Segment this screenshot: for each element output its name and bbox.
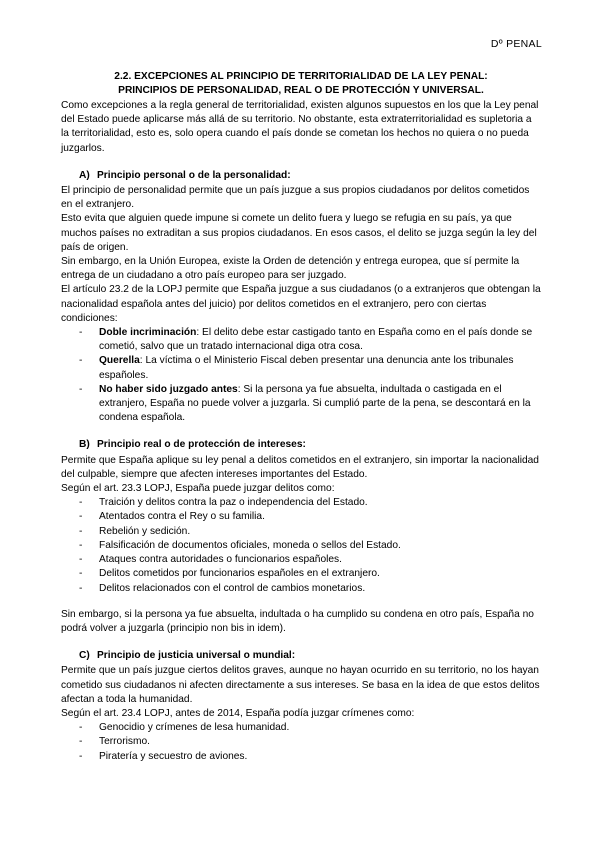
list-dash: - [79,750,83,762]
list-item [61,496,541,510]
list-item-text: Rebelión y sedición. [99,525,191,537]
section-b-title: Principio real o de protección de intereses: [97,439,306,451]
section-c-letter: C) [79,650,90,662]
list-dash: - [79,511,83,523]
list-item-text: Delitos cometidos por funcionarios españoles en el extranjero. [99,568,380,580]
section-b-heading [61,438,541,452]
condition-term: No haber sido juzgado antes [99,383,238,395]
list-item [61,525,541,539]
list-dash: - [79,722,83,734]
list-dash: - [79,539,83,551]
list-item-text: Genocidio y crímenes de lesa humanidad. [99,722,290,734]
section-a-paragraph-1: El principio de personalidad permite que un país juzgue a sus propios ciudadanos por delitos cometidos en el extranjero. [61,185,530,211]
list-item-text: Atentados contra el Rey o su familia. [99,511,265,523]
conditions-list [61,326,541,425]
title-line-1: 2.2. EXCEPCIONES AL PRINCIPIO DE TERRITORIALIDAD DE LA LEY PENAL: [114,71,488,82]
list-dash: - [79,525,83,537]
section-b-paragraph-1: Permite que España aplique su ley penal a delitos cometidos en el extranjero, sin importar la nacionalidad del culpable, siempre que afecten intereses importantes del Estado. [61,454,539,480]
section-c-paragraph-2: Según el art. 23.4 LOPJ, antes de 2014, España podía juzgar crímenes como: [61,707,415,719]
list-item [61,510,541,524]
section-c-title: Principio de justicia universal o mundial: [97,650,296,662]
condition-text: : El delito debe estar castigado tanto en España como en el país donde se cometió, salvo que un tratado internacional diga otra cosa. [99,327,533,353]
section-b-paragraph-3: Sin embargo, si la persona ya fue absuelta, indultada o ha cumplido su condena en otro país, España no podrá volver a juzgarla (principio non bis in idem). [61,608,534,634]
section-a-heading [61,169,541,183]
list-dash: - [79,568,83,580]
list-item [61,539,541,553]
course-header: Dº PENAL [490,38,542,50]
list-dash: - [79,327,83,339]
list-item [61,383,541,426]
section-b-letter: B) [79,439,90,451]
list-item-text: Ataques contra autoridades o funcionarios españoles. [99,554,342,566]
document-body [61,70,541,764]
title-line-2: PRINCIPIOS DE PERSONALIDAD, REAL O DE PROTECCIÓN Y UNIVERSAL. [118,85,484,96]
list-dash: - [79,554,83,566]
condition-term: Doble incriminación [99,327,197,339]
list-item [61,735,541,749]
section-a-paragraph-2: Esto evita que alguien quede impune si comete un delito fuera y luego se refugia en su país, ya que muchos países no extraditan a sus propios ciudadanos. En esos casos, el delito se juzga según la ley del país de origen. [61,213,537,253]
list-item [61,567,541,581]
list-item-text: Falsificación de documentos oficiales, moneda o sellos del Estado. [99,539,401,551]
protected-interests-list [61,496,541,595]
list-item [61,582,541,596]
list-item-text: Terrorismo. [99,736,150,748]
section-c-paragraph-1: Permite que un país juzgue ciertos delitos graves, aunque no hayan ocurrido en su territorio, no los hayan cometido sus ciudadanos ni afecten directamente a sus intereses. Se basa en la idea de que estos delitos afectan a toda la humanidad. [61,665,540,705]
list-item [61,326,541,354]
list-item [61,553,541,567]
section-a-letter: A) [79,169,90,181]
condition-text: : Si la persona ya fue absuelta, indultada o castigada en el extranjero, España no puede volver a juzgarla. Si cumplió parte de la pena, se descontará en la condena española. [99,383,531,424]
list-dash: - [79,497,83,509]
section-a-paragraph-4: El artículo 23.2 de la LOPJ permite que España juzgue a sus ciudadanos (o a extranjeros que obtengan la nacionalidad española antes del juicio) por delitos cometidos en el extranjero, pero con ciertas condiciones: [61,284,541,324]
list-dash: - [79,736,83,748]
list-item [61,750,541,764]
list-dash: - [79,355,83,367]
intro-paragraph: Como excepciones a la regla general de territorialidad, existen algunos supuestos en los que la Ley penal del Estado puede aplicarse más allá de su territorio. No obstante, esta extraterritorialidad es supletoria a la territorialidad, esto es, solo opera cuando el país donde se cometan los hechos no quiera o no pueda juzgarlos. [61,100,539,154]
document-title [61,70,541,98]
list-item [61,354,541,382]
list-item-text: Delitos relacionados con el control de cambios monetarios. [99,582,366,594]
section-a-paragraph-3: Sin embargo, en la Unión Europea, existe la Orden de detención y entrega europea, que sí permite la entrega de un ciudadano a otro país europeo para ser juzgado. [61,256,520,282]
section-c-heading [61,649,541,663]
list-item-text: Traición y delitos contra la paz o independencia del Estado. [99,497,368,509]
universal-crimes-list [61,721,541,764]
list-item-text: Piratería y secuestro de aviones. [99,750,248,762]
list-dash: - [79,582,83,594]
list-dash: - [79,383,83,395]
section-a-title: Principio personal o de la personalidad: [97,169,291,181]
condition-term: Querella [99,355,140,367]
condition-text: : La víctima o el Ministerio Fiscal deben presentar una denuncia ante los tribunales españoles. [99,355,514,381]
list-item [61,721,541,735]
section-b-paragraph-2: Según el art. 23.3 LOPJ, España puede juzgar delitos como: [61,483,335,495]
